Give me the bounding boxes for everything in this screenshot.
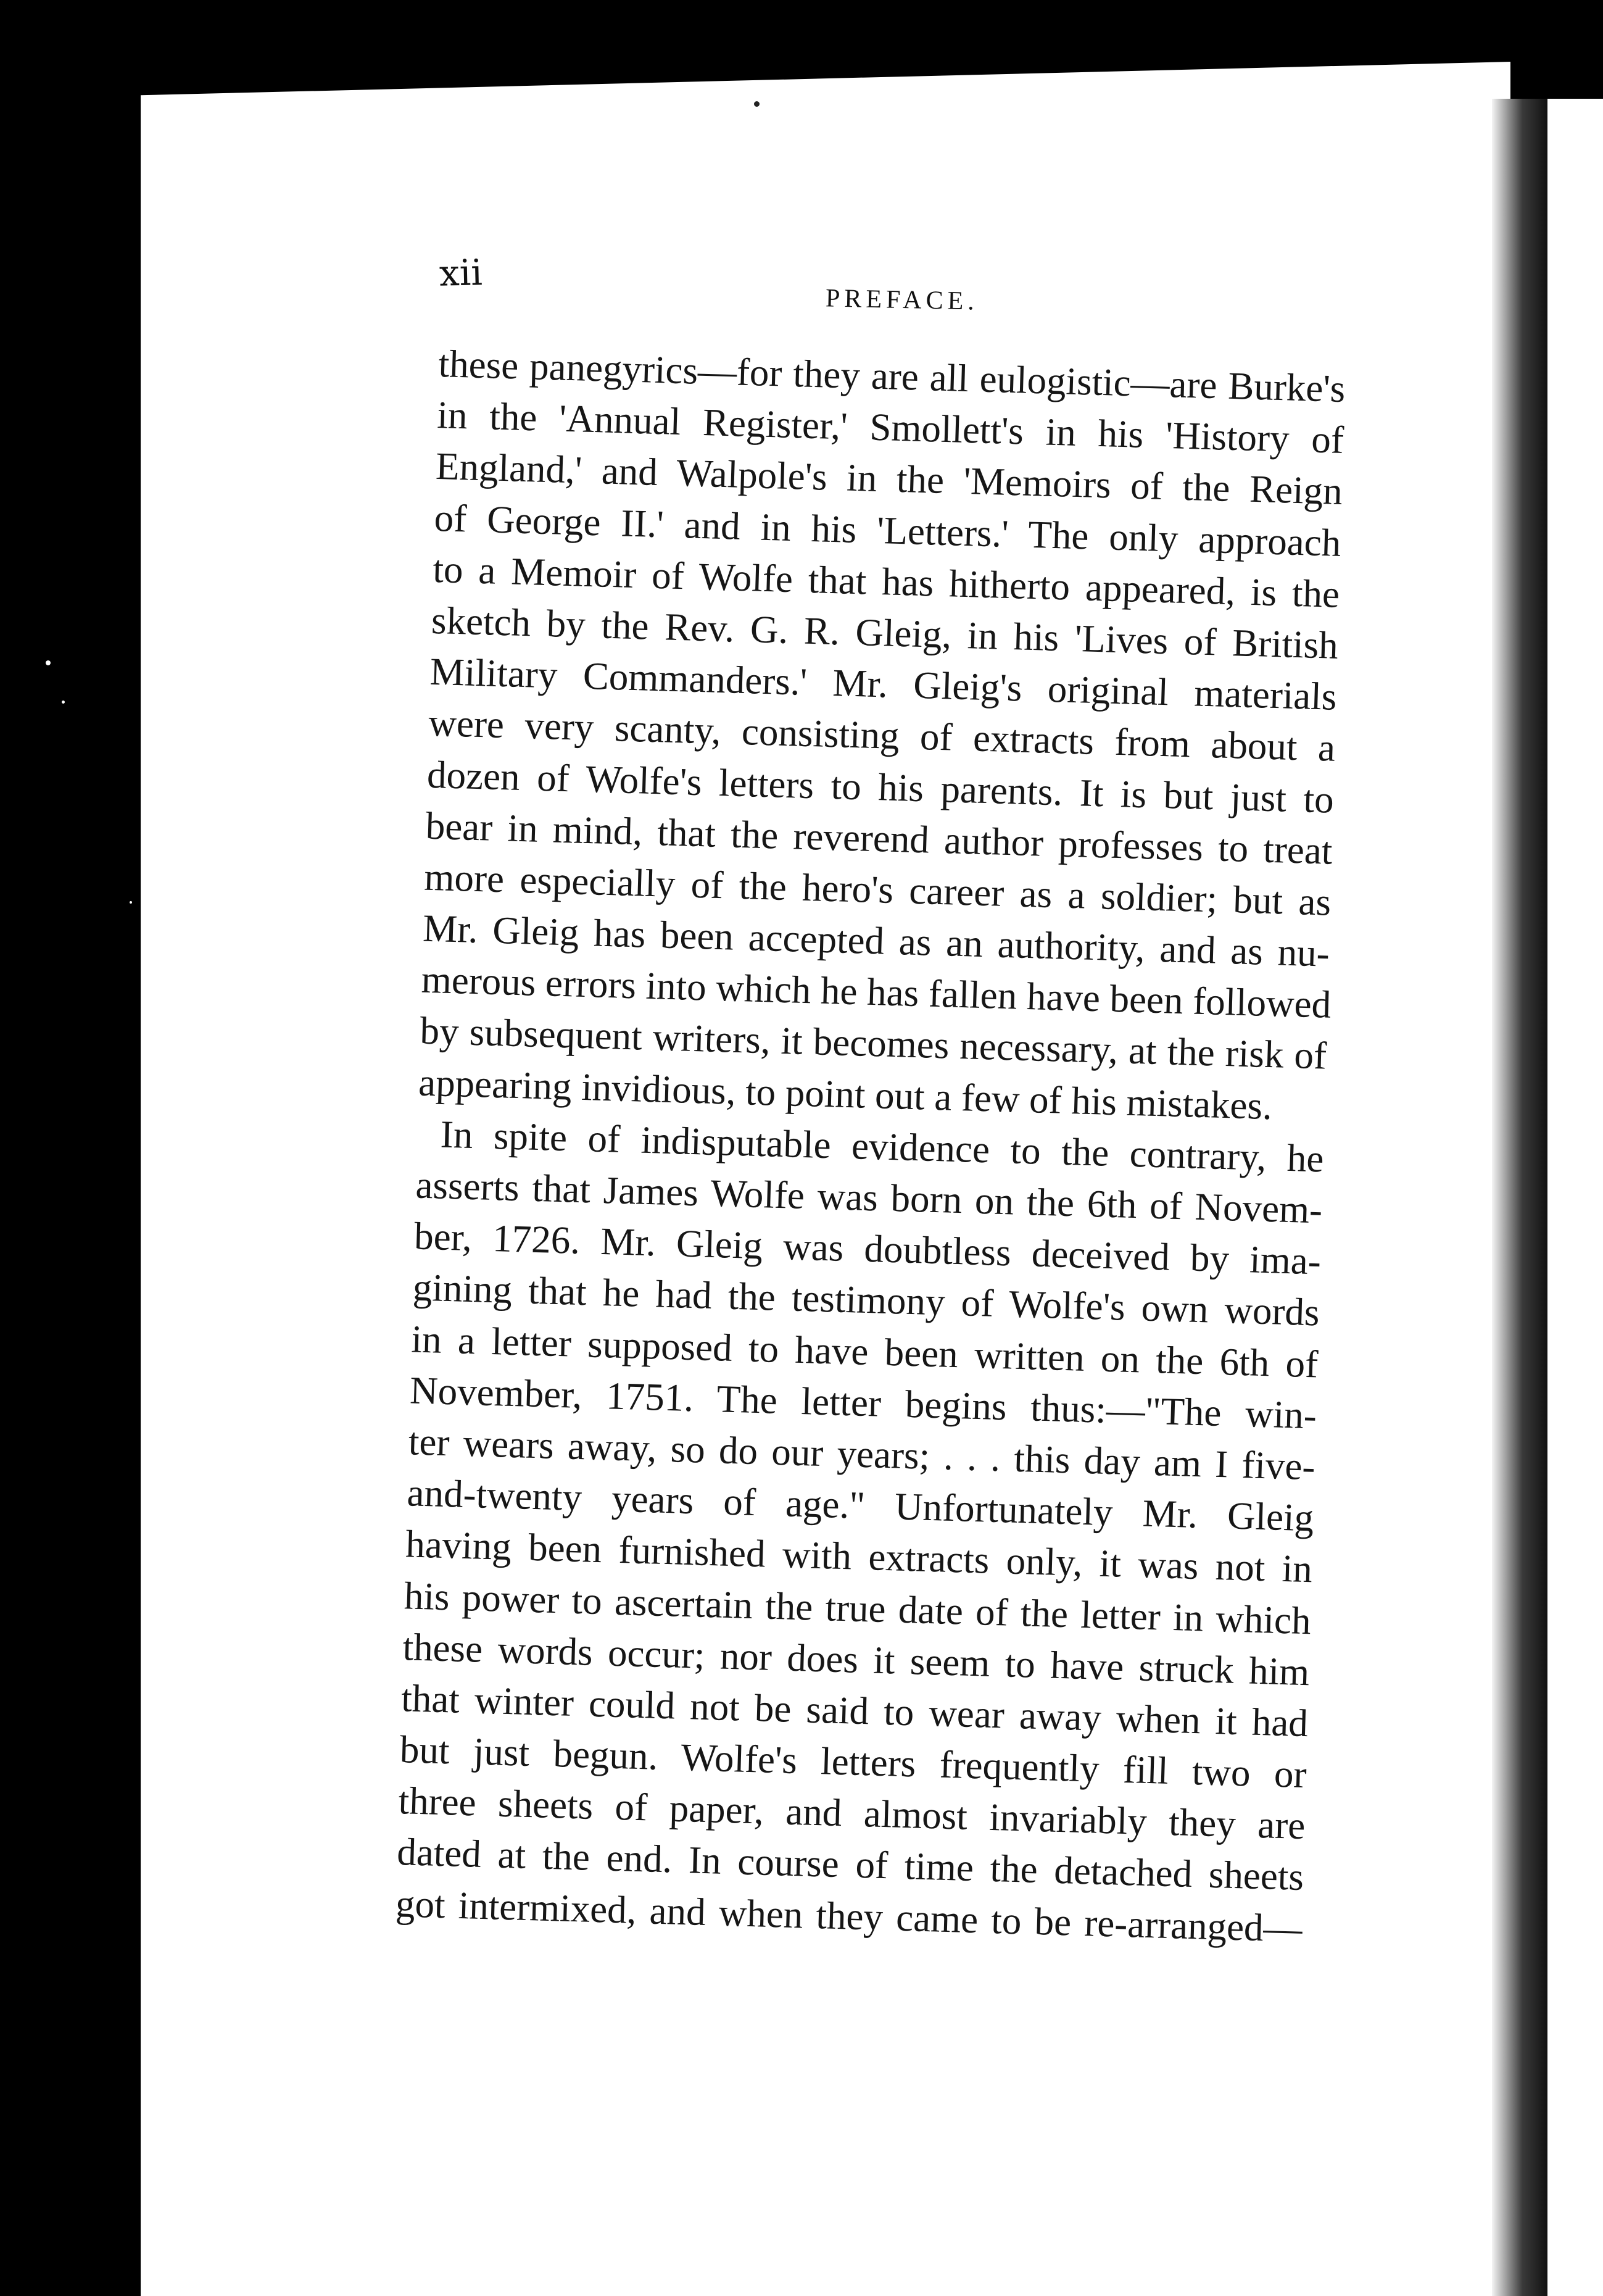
text-line: more especially of the hero's career as a soldier; but as xyxy=(423,855,1332,924)
text-line: of George II.' and in his 'Letters.' The only approach xyxy=(433,496,1342,565)
text-line: In spite of indisputable evidence to the contrary, he xyxy=(440,1112,1325,1181)
text-line: were very scanty, consisting of extracts from about a xyxy=(428,701,1336,770)
text-line: having been furnished with extracts only, it was not in xyxy=(405,1522,1313,1591)
running-head: PREFACE. xyxy=(825,284,979,316)
text-line: dozen of Wolfe's letters to his parents. It is but just to xyxy=(426,752,1335,821)
text-line: England,' and Walpole's in the 'Memoirs of the Reign xyxy=(435,444,1343,514)
text-line: but just begun. Wolfe's letters frequently fill two or xyxy=(399,1728,1307,1797)
body-text xyxy=(395,338,1346,1955)
text-line: in the 'Annual Register,' Smollett's in his 'History of xyxy=(436,393,1344,462)
text-line: Mr. Gleig has been accepted as an authority, and as nu- xyxy=(422,906,1330,975)
ink-dot xyxy=(754,101,760,107)
text-line: by subsequent writers, it becomes necessary, at the risk of xyxy=(419,1009,1328,1078)
text-line: his power to ascertain the true date of the letter in which xyxy=(404,1573,1312,1642)
text-line: Military Commanders.' Mr. Gleig's original materials xyxy=(429,649,1338,718)
scan-speck xyxy=(46,660,51,665)
text-line: that winter could not be said to wear away when it had xyxy=(400,1676,1309,1745)
text-line: ter wears away, so do our years; . . . this day am I five- xyxy=(408,1420,1316,1489)
page-gutter-shadow xyxy=(1492,99,1547,2296)
text-line: asserts that James Wolfe was born on the 6th of Novem- xyxy=(415,1163,1323,1232)
text-line: to a Memoir of Wolfe that has hitherto appeared, is the xyxy=(432,547,1340,616)
page-number: xii xyxy=(439,251,483,294)
text-line: ber, 1726. Mr. Gleig was doubtless deceived by ima- xyxy=(413,1214,1322,1283)
text-line: got intermixed, and when they came to be re-arranged— xyxy=(395,1881,1303,1950)
text-line: sketch by the Rev. G. R. Gleig, in his 'Lives of British xyxy=(431,598,1339,667)
text-line: appearing invidious, to point out a few of his mistakes. xyxy=(418,1060,1273,1128)
text-line: and-twenty years of age." Unfortunately Mr. Gleig xyxy=(406,1471,1315,1540)
text-line: gining that he had the testimony of Wolfe's own words xyxy=(412,1265,1320,1334)
text-line: bear in mind, that the reverend author professes to treat xyxy=(425,804,1333,873)
text-line: November, 1751. The letter begins thus:—"The win- xyxy=(409,1368,1317,1437)
text-line: dated at the end. In course of time the detached sheets xyxy=(396,1830,1304,1899)
text-line: these words occur; nor does it seem to have struck him xyxy=(402,1624,1311,1694)
scan-speck xyxy=(62,701,65,704)
text-line: in a letter supposed to have been written on the 6th of xyxy=(410,1316,1319,1386)
scan-speck xyxy=(130,901,132,904)
text-line: merous errors into which he has fallen have been followed xyxy=(421,957,1332,1027)
text-line: these panegyrics—for they are all eulogistic—are Burke's xyxy=(437,341,1346,411)
text-line: three sheets of paper, and almost invariably they are xyxy=(397,1779,1306,1848)
